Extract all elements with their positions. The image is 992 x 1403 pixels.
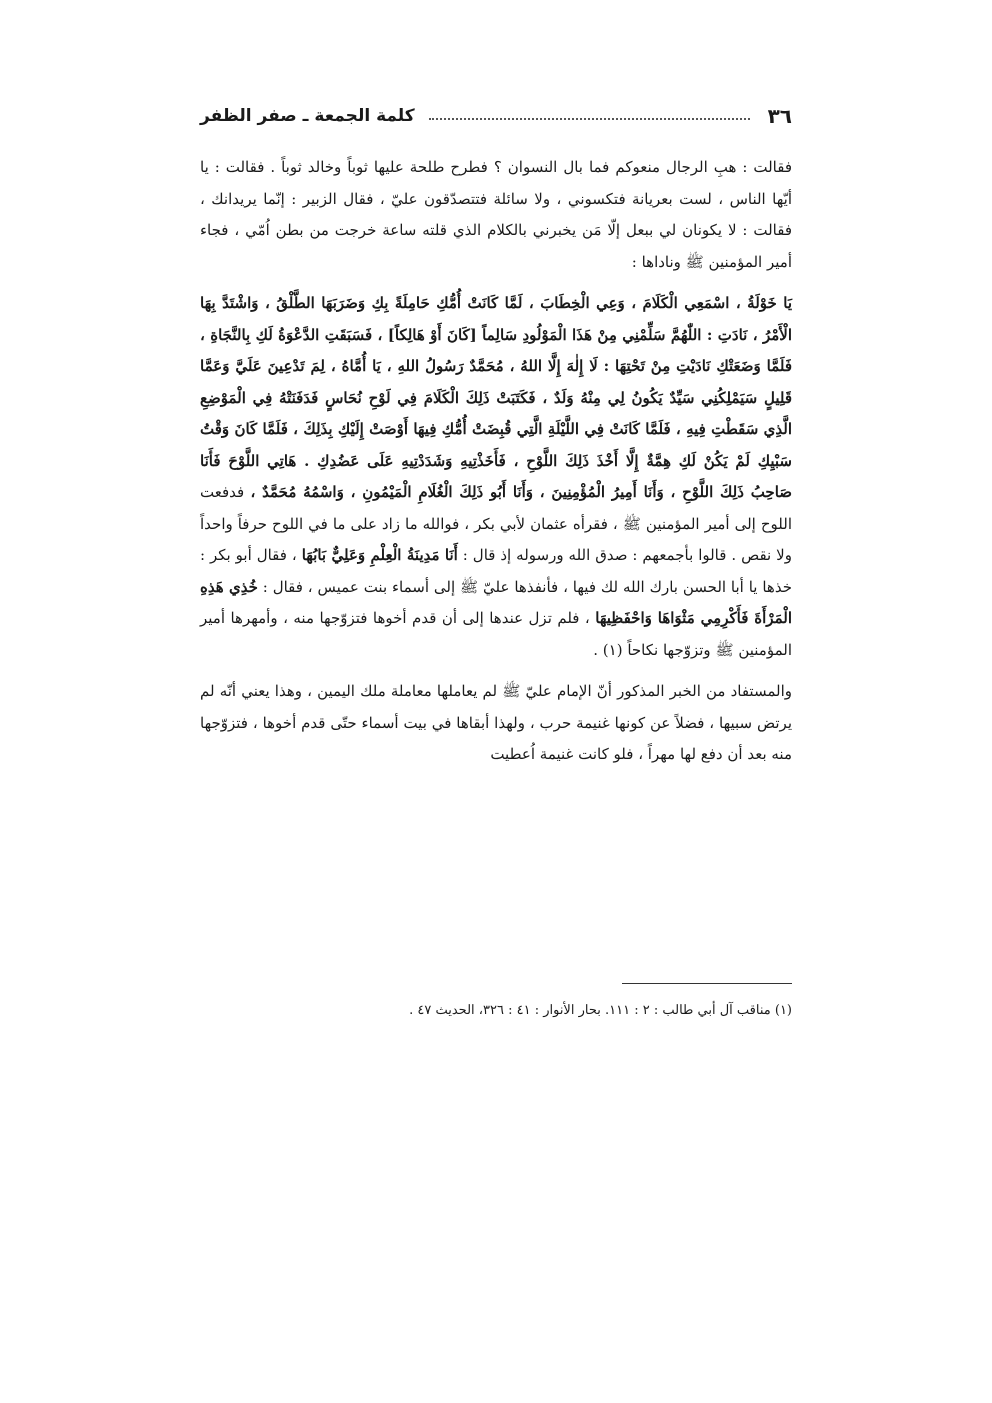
running-title: كلمة الجمعة ـ صفر الظفر [200, 106, 415, 126]
quoted-speech: يَا خَوْلَةُ ، اسْمَعِي الْكَلَامَ ، وَعِي الْخِطَابَ ، لَمَّا كَانَتْ أُمُّكِ حَامِلَةً بِكِ وَضَرَبَهَا الطَّلْقُ ، وَاشْتَدَّ بِهَا الْأَمْرُ ، نَادَتِ : اللّٰهُمَّ سَلِّمْنِي مِنْ هَذَا الْمَوْلُودِ سَالِماً [كَانَ أَوْ هَالِكاً] ، فَسَبَقَتِ الدَّعْوَةُ لَكِ بِالنَّجَاةِ ، فَلَمَّا وَضَعَتْكِ نَادَيْتِ مِنْ تَحْتِهَا : لَا إِلٰهَ إِلَّا اللهُ ، مُحَمَّدٌ رَسُولُ اللهِ ، يَا أُمَّاهُ ، لِمَ تَدْعِينَ عَلَيَّ وَعَمَّا قَلِيلٍ سَيَمْلِكُنِي سَيِّدٌ يَكُونُ لِي مِنْهُ وَلَدٌ ، فَكَتَبَتْ ذَلِكَ الْكَلَامَ فِي لَوْحِ نُحَاسٍ فَدَفَنَتْهُ فِي الْمَوْضِعِ الَّذِي سَقَطْتِ فِيهِ ، فَلَمَّا كَانَتْ فِي اللَّيْلَةِ الَّتِي قُبِضَتْ أُمُّكِ فِيهَا أَوْصَتْ إِلَيْكِ بِذَلِكَ ، فَلَمَّا كَانَ وَقْتُ سَبْيِكِ لَمْ يَكُنْ لَكِ هِمَّةٌ إِلَّا أَخْذَ ذَلِكَ اللَّوْحِ ، فَأَخَذْتِيهِ وَشَدَدْتِيهِ عَلَى عَضُدِكِ . هَاتِي اللَّوْحَ فَأَنَا صَاحِبُ ذَلِكَ اللَّوْحِ ، وَأَنَا أَمِيرُ الْمُؤْمِنِينَ ، وَأَنَا أَبُو ذَلِكَ الْغُلَامِ الْمَيْمُونِ ، وَاسْمُهُ مُحَمَّدٌ ، [200, 294, 792, 501]
page-number: ٣٦ [767, 104, 792, 128]
quoted-speech: خُذِي هَذِهِ الْمَرْأَةَ فَأَكْرِمِي مَثْوَاهَا وَاحْفَظِيهَا [200, 577, 792, 627]
narrative-text: ، فقال أبو بكر : خذها يا أبا الحسن بارك الله لك فيها ، فأنفذها عليّ ﷺ إلى أسماء بنت عميس ، فقال : [200, 546, 792, 596]
narrative-text: ، فلم تزل عندها إلى أن قدم أخوها فتزوّجها منه ، وأمهرها أمير المؤمنين ﷺ وتزوّجها نكاحاً (١) . [200, 609, 792, 659]
page-header [200, 96, 792, 136]
paragraph-dialogue [200, 288, 792, 666]
header-dotted-leader [429, 118, 750, 120]
main-text [200, 152, 792, 771]
footnote: (١) مناقب آل أبي طالب : ٢ : ١١١. بحار الأنوار : ٤١ : ٣٢٦، الحديث ٤٧ . [409, 1003, 792, 1018]
paragraph-narrative: فقالت : هبِ الرجال منعوكم فما بال النسوان ؟ فطرح طلحة عليها ثوباً وخالد ثوباً . فقالت : يا أيّها الناس ، لست بعريانة فتكسوني ، ولا سائلة فتتصدّقون عليّ ، فقال الزبير : إنّما يريدانك ، فقالت : لا يكونان لي ببعل إلّا مَن يخبرني بالكلام الذي قلته ساعة خرجت من بطن اُمّي ، فجاء أمير المؤمنين ﷺ وناداها : [200, 158, 792, 271]
footnote-divider [622, 983, 792, 984]
paragraph-commentary: والمستفاد من الخبر المذكور أنّ الإمام عليّ ﷺ لم يعاملها معاملة ملك اليمين ، وهذا يعني أنّه لم يرتض سبيها ، فضلاً عن كونها غنيمة حرب ، ولهذا أبقاها في بيت أسماء حتّى قدم أخوها ، فتزوّجها منه بعد أن دفع لها مهراً ، فلو كانت غنيمة اُعطيت [200, 682, 792, 763]
quoted-hadith: أَنَا مَدِينَةُ الْعِلْمِ وَعَلِيٌّ بَابُهَا [301, 546, 458, 564]
narrative-text: فدفعت اللوح إلى أمير المؤمنين ﷺ ، فقرأه عثمان لأبي بكر ، فوالله ما زاد على ما في اللوح حرفاً واحداً ولا نقص . قالوا بأجمعهم : صدق الله ورسوله إذ قال : [200, 483, 792, 564]
